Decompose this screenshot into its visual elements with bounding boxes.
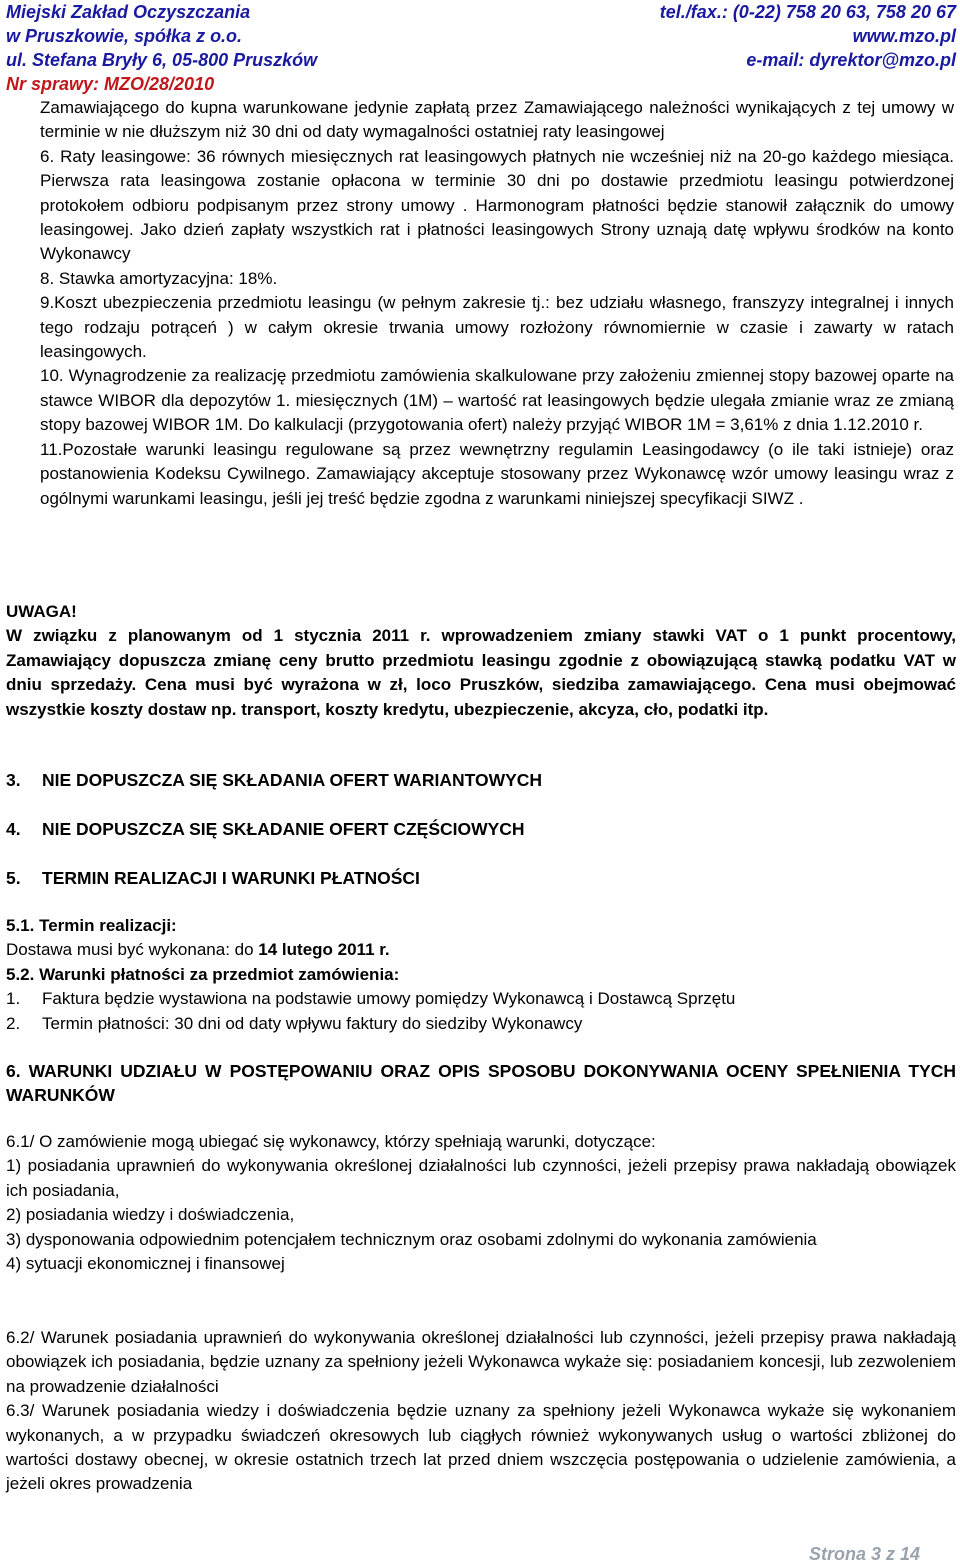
section-title: NIE DOPUSZCZA SIĘ SKŁADANIE OFERT CZĘŚCIOWYCH — [42, 819, 525, 839]
section-6-body — [6, 1130, 956, 1276]
delivery-text: Dostawa musi być wykonana: do — [6, 940, 259, 960]
letterhead — [6, 0, 956, 96]
paragraph: 6.1/ O zamówienie mogą ubiegać się wykonawcy, którzy spełniają warunki, dotyczące: — [6, 1132, 656, 1151]
subsection-5-1-title: 5.1. Termin realizacji: — [6, 916, 177, 935]
website-link[interactable]: www.mzo.pl — [852, 26, 956, 46]
letterhead-row-4 — [6, 72, 956, 96]
paragraph: 6.2/ Warunek posiadania uprawnień do wykonywania określonej działalności lub czynności, jeżeli przepisy prawa nakładają obowiązek ich posiadania, będzie uznany za spełniony jeżeli Wykonawca wykaże się: posiadaniem koncesji, lub zezwoleniem na prowadzenie działalności — [6, 1328, 956, 1396]
list-number: 1. — [6, 989, 21, 1009]
phone-fax: tel./fax.: (0-22) 758 20 63, 758 20 67 — [659, 2, 956, 22]
list-text: Faktura będzie wystawiona na podstawie umowy pomiędzy Wykonawcą i Dostawcą Sprzętu — [42, 989, 736, 1009]
list-item: 2) posiadania wiedzy i doświadczenia, — [6, 1205, 295, 1225]
list-number: 2. — [6, 1013, 21, 1033]
letterhead-row-2 — [6, 24, 956, 48]
list-text: Termin płatności: 30 dni od daty wpływu faktury do siedziby Wykonawcy — [42, 1013, 583, 1033]
delivery-deadline — [6, 938, 956, 962]
case-number: Nr sprawy: MZO/28/2010 — [6, 74, 215, 94]
section-5-heading — [6, 868, 420, 889]
section-number: 3. — [6, 770, 21, 790]
subsection-5-2-title: 5.2. Warunki płatności za przedmiot zamówienia: — [6, 964, 400, 984]
section-title: NIE DOPUSZCZA SIĘ SKŁADANIA OFERT WARIANTOWYCH — [42, 770, 543, 790]
company-name: Miejski Zakład Oczyszczania — [6, 2, 251, 22]
email-link[interactable]: e-mail: dyrektor@mzo.pl — [746, 50, 956, 70]
list-item: 4) sytuacji ekonomicznej i finansowej — [6, 1254, 285, 1274]
section-6-heading: 6. WARUNKI UDZIAŁU W POSTĘPOWANIU ORAZ OPIS SPOSOBU DOKONYWANIA OCENY SPEŁNIENIA TYCH WARUNKÓW — [6, 1061, 956, 1106]
paragraph: 6.3/ Warunek posiadania wiedzy i doświadczenia będzie uznany za spełniony jeżeli Wykonawca wykaże się wykonaniem wykonanych, a w przypadku świadczeń okresowych lub ciągłych również wykonywanych usług o wartości zbliżonej do wartości dostawy obecnej, w okresie ostatnich trzech lat przed dniem wszczęcia postępowania o udzielenie zamówienia, a jeżeli okres prowadzenia — [6, 1401, 956, 1494]
section-5-body — [6, 914, 956, 1036]
section-number: 5. — [6, 868, 21, 888]
list-item — [6, 987, 956, 1011]
section-title: TERMIN REALIZACJI I WARUNKI PŁATNOŚCI — [42, 868, 420, 888]
warning-title: UWAGA! — [6, 602, 77, 621]
warning-notice — [6, 600, 956, 722]
company-name-line-2: w Pruszkowie, spółka z o.o. — [6, 26, 243, 46]
list-item — [6, 1012, 956, 1036]
letterhead-row-1 — [6, 0, 956, 24]
paragraph: 6. Raty leasingowe: 36 równych miesięcznych rat leasingowych płatnych nie wcześniej niż na 20-go każdego miesiąca. Pierwsza rata leasingowa zostanie opłacona w terminie 30 dni po dostawie przedmiotu leasingu potwierdzonej protokołem odbioru podpisanym przez strony umowy . Harmonogram płatności będzie stanowił załącznik do umowy leasingowej. Jako dzień zapłaty wszystkich rat i płatności leasingowych Strony uznają datę wpływu środków na konto Wykonawcy — [40, 146, 954, 264]
leasing-conditions — [40, 96, 954, 511]
page-number: Strona 3 z 14 — [808, 1544, 920, 1564]
paragraph: 9.Koszt ubezpieczenia przedmiotu leasingu (w pełnym zakresie tj.: bez udziału własnego, franszyzy integralnej i innych tego rodzaju potrąceń ) w całym okresie trwania umowy rozłożony równomiernie w czasie i zawarty w ratach leasingowych. — [40, 293, 954, 362]
section-number: 4. — [6, 819, 21, 839]
warning-text: W związku z planowanym od 1 stycznia 2011 r. wprowadzeniem zmiany stawki VAT o 1 punkt procentowy, Zamawiający dopuszcza zmianę ceny brutto przedmiotu leasingu zgodnie z obowiązującą stawką podatku VAT w dniu sprzedaży. Cena musi być wyrażona w zł, loco Pruszków, siedziba zamawiającego. Cena musi obejmować wszystkie koszty dostaw np. transport, koszty kredytu, ubezpieczenie, akcyza, cło, podatki itp. — [6, 626, 956, 719]
paragraph: Zamawiającego do kupna warunkowane jedynie zapłatą przez Zamawiającego należności wynikających z tej umowy w terminie w nie dłuższym niż 30 dni od daty wymagalności ostatniej raty leasingowej — [40, 98, 954, 142]
section-3-heading — [6, 770, 542, 791]
section-6-2-body — [6, 1326, 956, 1497]
list-item: 1) posiadania uprawnień do wykonywania określonej działalności lub czynności, jeżeli przepisy prawa nakładają obowiązek ich posiadania, — [6, 1156, 956, 1200]
paragraph: 10. Wynagrodzenie za realizację przedmiotu zamówienia skalkulowane przy założeniu zmiennej stopy bazowej oparte na stawce WIBOR dla depozytów 1. miesięcznych (1M) – wartość rat leasingowych będzie ulegała zmianie wraz ze zmianą stopy bazowej WIBOR 1M. Do kalkulacji (przygotowania ofert) należy przyjąć WIBOR 1M = 3,61% z dnia 1.12.2010 r. — [40, 366, 954, 435]
paragraph: 11.Pozostałe warunki leasingu regulowane są przez wewnętrzny regulamin Leasingodawcy (o ile taki istnieje) oraz postanowienia Kodeksu Cywilnego. Zamawiający akceptuje stosowany przez Wykonawcę wzór umowy leasingu wraz z ogólnymi warunkami leasingu, jeśli jej treść będzie zgodna z warunkami niniejszej specyfikacji SIWZ . — [40, 439, 954, 508]
letterhead-row-3 — [6, 48, 956, 72]
section-4-heading — [6, 819, 525, 840]
company-address: ul. Stefana Bryły 6, 05-800 Pruszków — [6, 50, 318, 70]
list-item: 3) dysponowania odpowiednim potencjałem technicznym oraz osobami zdolnymi do wykonania zamówienia — [6, 1229, 817, 1249]
delivery-date: 14 lutego 2011 r. — [258, 940, 390, 960]
paragraph: 8. Stawka amortyzacyjna: 18%. — [40, 268, 278, 288]
